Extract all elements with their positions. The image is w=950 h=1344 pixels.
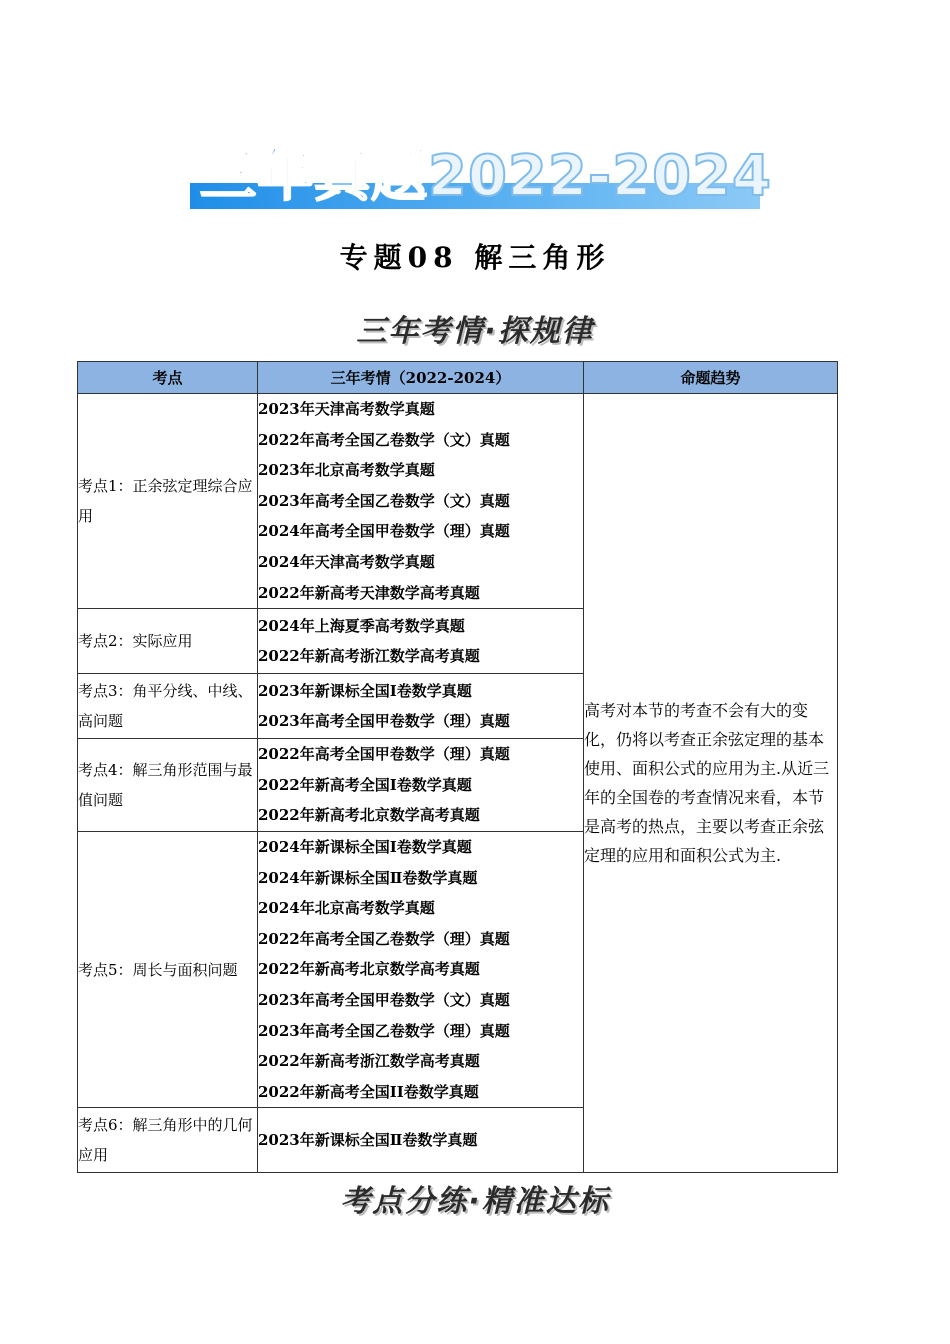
paper-item: 2022年新高考全国I卷数学真题 xyxy=(258,775,472,794)
paper-item: 2024年新课标全国Ⅰ卷数学真题 xyxy=(258,837,472,856)
paper-item: 2024年高考全国甲卷数学（理）真题 xyxy=(258,522,510,541)
paper-item: 2024年天津高考数学真题 xyxy=(258,552,435,571)
paper-item: 2022年高考全国甲卷数学（理）真题 xyxy=(258,745,510,764)
paper-item: 2023年高考全国乙卷数学（理）真题 xyxy=(258,1021,510,1040)
paper-list xyxy=(258,1108,584,1173)
paper-list xyxy=(258,674,584,739)
exam-point: 考点4：解三角形范围与最值问题 xyxy=(78,739,258,832)
banner-title-cn: 三年真题 xyxy=(200,144,428,209)
column-header-point: 考点 xyxy=(78,362,258,394)
section-heading-exam-trends: 三年考情·探规律 xyxy=(356,314,594,349)
paper-item: 2022年新高考全国II卷数学真题 xyxy=(258,1082,479,1101)
paper-item: 2022年高考全国乙卷数学（文）真题 xyxy=(258,430,510,449)
table-row xyxy=(78,394,838,609)
banner xyxy=(190,144,772,209)
paper-item: 2024年新课标全国Ⅱ卷数学真题 xyxy=(258,868,478,887)
column-header-papers: 三年考情（2022-2024） xyxy=(258,362,584,394)
exam-point: 考点2：实际应用 xyxy=(78,609,258,674)
paper-item: 2022年高考全国乙卷数学（理）真题 xyxy=(258,929,510,948)
paper-item: 2023年高考全国甲卷数学（文）真题 xyxy=(258,990,510,1009)
paper-list xyxy=(258,609,584,674)
banner-title xyxy=(200,145,772,209)
exam-point: 考点1：正余弦定理综合应用 xyxy=(78,394,258,609)
exam-point: 考点6：解三角形中的几何应用 xyxy=(78,1108,258,1173)
paper-item: 2022年新高考浙江数学高考真题 xyxy=(258,1052,480,1071)
exam-point: 考点5：周长与面积问题 xyxy=(78,831,258,1107)
paper-item: 2022年新高考北京数学高考真题 xyxy=(258,806,480,825)
paper-item: 2023年高考全国甲卷数学（理）真题 xyxy=(258,712,510,731)
paper-item: 2023年新课标全国Ⅰ卷数学真题 xyxy=(258,681,472,700)
paper-item: 2023年高考全国乙卷数学（文）真题 xyxy=(258,491,510,510)
paper-item: 2023年天津高考数学真题 xyxy=(258,400,435,418)
section-heading-practice: 考点分练·精准达标 xyxy=(340,1184,610,1219)
exam-point: 考点3：角平分线、中线、高问题 xyxy=(78,674,258,739)
exam-overview-table xyxy=(77,361,838,1173)
paper-item: 2023年新课标全国Ⅱ卷数学真题 xyxy=(258,1130,478,1149)
paper-item: 2023年北京高考数学真题 xyxy=(258,461,435,480)
paper-list xyxy=(258,739,584,832)
paper-list xyxy=(258,394,584,609)
table-header-row xyxy=(78,362,838,394)
paper-item: 2022年新高考北京数学高考真题 xyxy=(258,960,480,979)
paper-item: 2024年北京高考数学真题 xyxy=(258,899,435,918)
paper-item: 2022年新高考浙江数学高考真题 xyxy=(258,647,480,666)
topic-title: 专题08 解三角形 xyxy=(339,241,611,274)
column-header-trend: 命题趋势 xyxy=(584,362,838,394)
trend-text: 高考对本节的考查不会有大的变化，仍将以考查正余弦定理的基本使用、面积公式的应用为主.从近三年的全国卷的考查情况来看，本节是高考的热点，主要以考查正余弦定理的应用和面积公式为主. xyxy=(584,394,838,1173)
paper-item: 2024年上海夏季高考数学真题 xyxy=(258,616,465,635)
banner-title-years: 2022-2024 xyxy=(428,144,772,209)
paper-item: 2022年新高考天津数学高考真题 xyxy=(258,583,480,602)
paper-list xyxy=(258,831,584,1107)
